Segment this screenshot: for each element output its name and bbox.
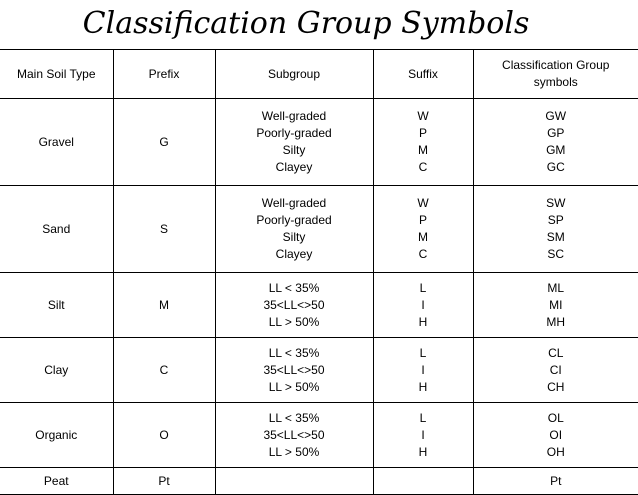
symbol-line: GC (474, 159, 638, 176)
subgroup-cell (215, 468, 373, 495)
main-soil-type-cell: Clay (0, 338, 113, 403)
suffix-line: H (374, 444, 473, 461)
subgroup-line: Poorly-graded (216, 125, 373, 142)
symbol-line: CL (474, 345, 638, 362)
subgroup-line: LL < 35% (216, 280, 373, 297)
symbols-cell (473, 186, 638, 273)
symbol-line: CH (474, 379, 638, 396)
suffix-line: W (374, 195, 473, 212)
suffix-line: L (374, 410, 473, 427)
prefix-cell: Pt (113, 468, 215, 495)
subgroup-cell (215, 186, 373, 273)
subgroup-cell (215, 338, 373, 403)
suffix-cell (373, 338, 473, 403)
suffix-line: I (374, 362, 473, 379)
symbol-line: GM (474, 142, 638, 159)
subgroup-line: Silty (216, 142, 373, 159)
subgroup-line: Clayey (216, 159, 373, 176)
suffix-line: I (374, 297, 473, 314)
symbol-line: ML (474, 280, 638, 297)
subgroup-line: Well-graded (216, 195, 373, 212)
table-row (0, 403, 638, 468)
symbol-line: OI (474, 427, 638, 444)
prefix-cell: S (113, 186, 215, 273)
suffix-cell (373, 273, 473, 338)
header-group-symbols: Classification Group symbols (473, 50, 638, 99)
slide-title: Classification Group Symbols (0, 4, 612, 44)
subgroup-line: Poorly-graded (216, 212, 373, 229)
header-prefix: Prefix (113, 50, 215, 99)
suffix-line: L (374, 345, 473, 362)
table-row (0, 338, 638, 403)
symbols-cell: Pt (473, 468, 638, 495)
symbol-line: GP (474, 125, 638, 142)
suffix-line: L (374, 280, 473, 297)
symbol-line: SC (474, 246, 638, 263)
suffix-line: W (374, 108, 473, 125)
suffix-line: M (374, 142, 473, 159)
table-row (0, 468, 638, 495)
subgroup-line: Clayey (216, 246, 373, 263)
symbol-line: SW (474, 195, 638, 212)
subgroup-line: 35<LL<>50 (216, 297, 373, 314)
subgroup-line: LL > 50% (216, 444, 373, 461)
subgroup-cell (215, 99, 373, 186)
suffix-line: I (374, 427, 473, 444)
subgroup-line: LL < 35% (216, 345, 373, 362)
subgroup-line: LL > 50% (216, 379, 373, 396)
symbol-line: MH (474, 314, 638, 331)
symbol-line: SP (474, 212, 638, 229)
header-main-soil-type: Main Soil Type (0, 50, 113, 99)
prefix-cell: G (113, 99, 215, 186)
subgroup-line: LL < 35% (216, 410, 373, 427)
main-soil-type-cell: Gravel (0, 99, 113, 186)
symbols-cell (473, 273, 638, 338)
subgroup-cell (215, 273, 373, 338)
suffix-line: C (374, 246, 473, 263)
symbol-line: SM (474, 229, 638, 246)
main-soil-type-cell: Organic (0, 403, 113, 468)
symbols-cell (473, 338, 638, 403)
suffix-line: H (374, 314, 473, 331)
table-row (0, 273, 638, 338)
main-soil-type-cell: Sand (0, 186, 113, 273)
symbols-cell (473, 403, 638, 468)
subgroup-line: Silty (216, 229, 373, 246)
symbol-line: OL (474, 410, 638, 427)
symbol-line: CI (474, 362, 638, 379)
suffix-line: C (374, 159, 473, 176)
suffix-cell (373, 468, 473, 495)
symbol-line: MI (474, 297, 638, 314)
subgroup-line: LL > 50% (216, 314, 373, 331)
suffix-line: M (374, 229, 473, 246)
main-soil-type-cell: Peat (0, 468, 113, 495)
subgroup-line: Well-graded (216, 108, 373, 125)
symbols-cell (473, 99, 638, 186)
prefix-cell: O (113, 403, 215, 468)
classification-table (0, 49, 638, 495)
prefix-cell: C (113, 338, 215, 403)
subgroup-cell (215, 403, 373, 468)
main-soil-type-cell: Silt (0, 273, 113, 338)
subgroup-line: 35<LL<>50 (216, 427, 373, 444)
suffix-line: P (374, 212, 473, 229)
table-row (0, 186, 638, 273)
table-row (0, 99, 638, 186)
suffix-cell (373, 186, 473, 273)
suffix-line: P (374, 125, 473, 142)
symbol-line: OH (474, 444, 638, 461)
suffix-line: H (374, 379, 473, 396)
header-suffix: Suffix (373, 50, 473, 99)
symbol-line: GW (474, 108, 638, 125)
prefix-cell: M (113, 273, 215, 338)
subgroup-line: 35<LL<>50 (216, 362, 373, 379)
header-subgroup: Subgroup (215, 50, 373, 99)
suffix-cell (373, 99, 473, 186)
suffix-cell (373, 403, 473, 468)
header-row (0, 50, 638, 99)
